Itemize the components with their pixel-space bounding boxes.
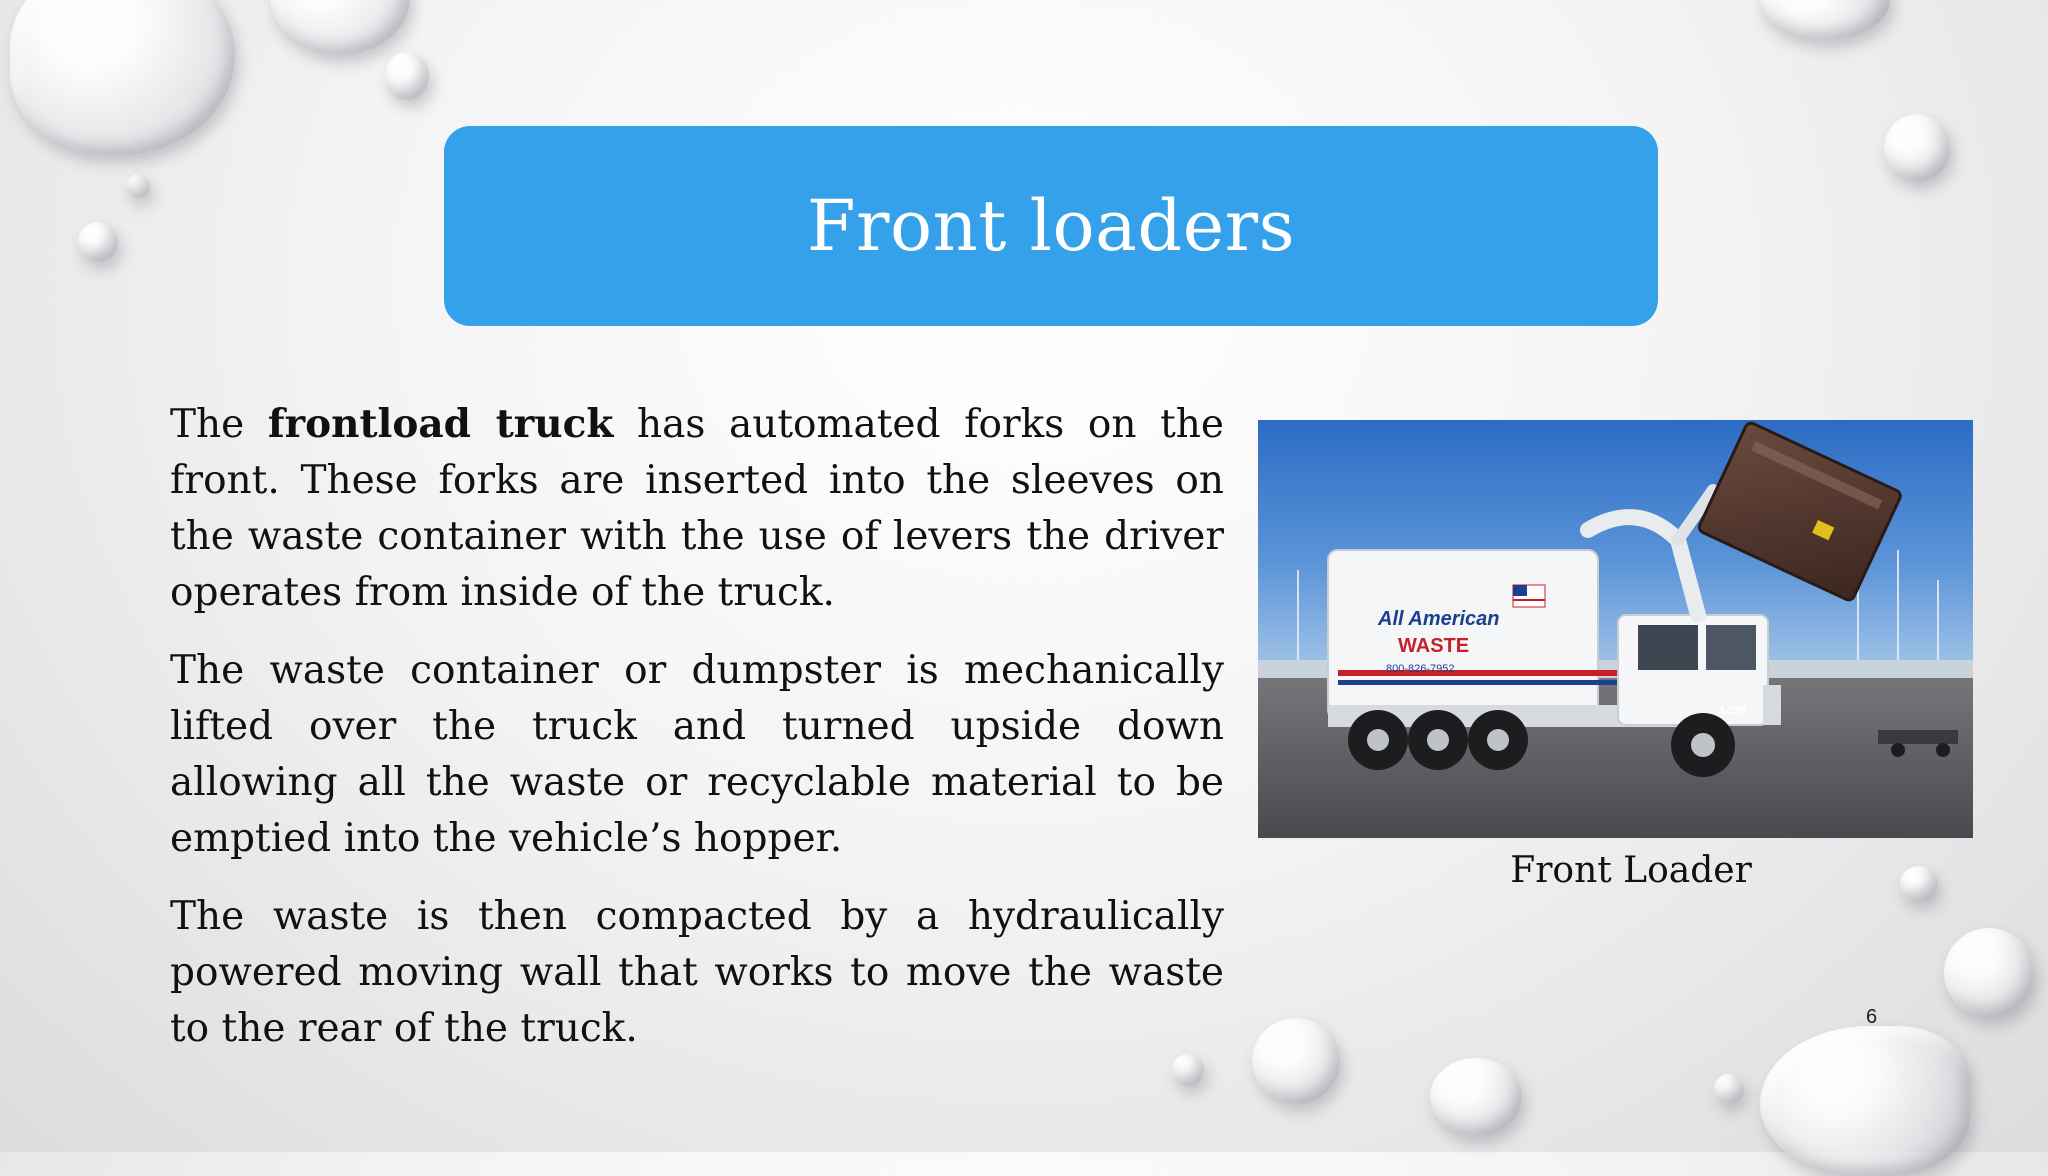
paragraph-2: The waste container or dumpster is mechanically lifted over the truck and turned upside down allowing all the waste or recyclable material to be emptied into the vehicle’s hopper. (170, 648, 1224, 861)
truck-unit-number: 4430 (1718, 703, 1747, 718)
page-number: 6 (1866, 1006, 1878, 1028)
paragraph-3: The waste is then compacted by a hydraulically powered moving wall that works to move the waste to the rear of the truck. (170, 894, 1224, 1051)
water-drop-decoration (1252, 1018, 1340, 1104)
water-drop-decoration (270, 0, 410, 55)
paragraph-1 (170, 396, 1224, 621)
truck-logo-line2: WASTE (1398, 635, 1470, 657)
front-loader-photo (1258, 420, 1973, 838)
water-drop-decoration (1714, 1074, 1744, 1104)
truck-logo-line1: All American (1378, 608, 1500, 630)
body-text-block (170, 396, 1224, 1079)
water-drop-decoration (10, 0, 235, 155)
truck-logo-phone: 800-826-7952 (1386, 663, 1455, 675)
title-banner (444, 126, 1658, 326)
water-drop-decoration (1760, 0, 1890, 40)
slide-title: Front loaders (806, 185, 1296, 267)
water-drop-decoration (1760, 1026, 1970, 1176)
paragraph-1-bold-term: frontload truck (267, 401, 614, 447)
image-caption: Front Loader (1510, 850, 1752, 891)
water-drop-decoration (385, 52, 429, 100)
water-drop-decoration (78, 222, 118, 262)
paragraph-1-rest: has automated forks on the front. These forks are inserted into the sleeves on the waste container with the use of levers the driver operates from inside of the truck. (170, 402, 1224, 615)
water-drop-decoration (1900, 866, 1938, 902)
front-loader-truck-illustration (1258, 420, 1973, 838)
water-drop-decoration (126, 174, 150, 198)
water-drop-decoration (1944, 928, 2034, 1018)
water-drop-decoration (1884, 114, 1950, 182)
water-drop-decoration (1430, 1058, 1522, 1136)
paragraph-1-lead: The (170, 402, 268, 447)
